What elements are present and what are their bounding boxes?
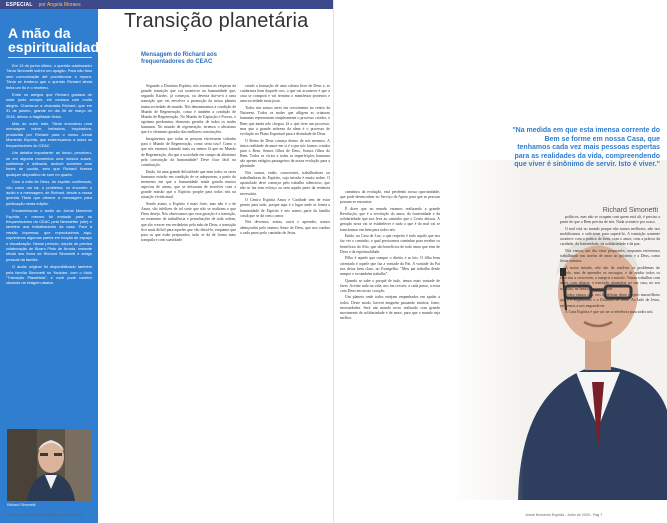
column-paragraph: Então, na Casa de Luz, o que respeito é tudo aquilo que nos faz ver o caminho, o qual precisamos caminhar para receber os benefícios do Alto, que são benefícios de todo amor que vem de Deus e da espiritualidade. (340, 234, 440, 254)
column-paragraph: É dizer que no mundo estamos realizando a grande Revolução, que é a revolução do amor, da fraternidade e da solidariedade que nos leva ao caminho que o Cristo deixou. A geração nova vai se estabelecer e tudo o que é do mal vai se transformar em bem para todos nós. (340, 206, 440, 232)
sidebar-body (6, 63, 92, 288)
column-paragraph: O Reino de Deus começa dentro de nós mesmos. A única realidade de amor em si é a que nós formos criados para o Bem. Somos filhos de Deus, Somos filhos do Bem. Todos os vícios e todas as imperfeições humanas são apenas estágios passageiros de nossa evolução para a plenitude. (240, 138, 330, 169)
sidebar-title-line1: A mão da (8, 25, 71, 41)
sidebar-paragraph: O áudio original fol disponibilizado também pela família Simonetti no Youtube, com o título "Transição Planetária", e você pode conferir clicando na imagem abaixo. (6, 264, 92, 286)
article-column-3 (340, 190, 440, 323)
sidebar-title-line2: espiritualidade (8, 39, 107, 55)
column-paragraph: Filho é aquele que cumpre o direito e as leis. O filho bem orientado é aquele que faz a vontade do Pai. A vontade do Pai nos deixa bem claro, no Evangelho: "Meu pai trabalha desde sempre e eu também trabalho". (340, 256, 440, 276)
sidebar-paragraph: Mas do outro lado, Tânia encontrou uma mensagem nobre, belíssima, inspiradora, produzida por Richard para o nosso Jornal Momento Espírita, que endereçamos a todos os frequentadores do CEAC. (6, 121, 92, 148)
column-paragraph: Imaginemos que todas as pessoas estivessem voltadas para o Mundo de Regeneração, como seria isso? Como o que nós estamos fazendo mais ou menos lá que no Mundo de Regeneração, dia que a sociedade em campo da altruísmo pela construção da humanidade? Deve ficar fácil na constituição. (141, 137, 236, 167)
sidebar-paragraph: Entre os amigos que Richard gostava de estar junto sempre, ele contava com muita alegria. Chama-se a chamada Richard, que em 31 de janeiro, grande no dia 06 de março de 2018, deixou a fragilidade física. (6, 92, 92, 119)
article-column-1 (141, 84, 236, 245)
column-paragraph: vendo a formação de uma cultura livre de Deus e, se cuidarmos bem daquele ovo, o que vai acontecer é que a casa se comporá e vai termina o manifestar protestos e uma sociedade mais justa. (240, 84, 330, 104)
footer-left: Pág 6 - Jornal Momento Espírita - Julho de 2020 (6, 513, 84, 517)
column-paragraph: Segundo o Doutrina Espírita, nós estamos às vésperas da grande transição que vai acontecer na humanidade que, segundo Kardec, já começou, ou deveria dar-se-á a uma transição que vai envolver a promoção da nossa planeta numa sociedade de mundo. Nós denominamos a condição de Mundo de Regeneração, como é também a condição de Mundo de Regeneração. No Mundo de Expiação e Provas, o egoísmo predomina, elemento gerador de todos os males humanos. No mundo de regeneração, teremos o altruísmo que é o elemento gerador das melhores construções. (141, 84, 236, 135)
byline: por Angela Moraes (38, 1, 81, 8)
column-paragraph: A Casa Espírita é que vai ser a referência para todos nós. (565, 310, 654, 315)
column-paragraph: Um planeta onde todos estejam empenhados em ajudar a todos. Deste modo, haverá ninguém passando miséria, fome, necessidades. Será um mundo novo realizado com grande movimento de solidariedade e de amor, para que o mundo seja melhor. (340, 295, 440, 321)
sidebar-paragraph: Um detalhe importante: ao fundo, percebeu-se em alguma momentos uma música suave, subliminar e delicada, audível somente com fones de ouvido, sem que Richard tivesse qualquer dispositivo de som no quarto. (6, 150, 92, 177)
section-tag: ESPECIAL (6, 1, 33, 8)
pull-quote-author: Richard Simonetti (602, 207, 658, 214)
column-paragraph: Sendo assim, o Espírito é mais forte, mas não é o de Amor, são infelizes de tal sorte que não se realizam o que Deus deseja. Nós observamos que essa geração é a transição, no momento de turbulência e perturbações de toda ordem, que são crescer em verdadeiro pela mão de Deus; a transição fica mais difícil para aqueles que vão deixá-la, enquanto que para os que estão preparados, tudo se dá de forma mais tranquila e com suavidade. (141, 201, 236, 243)
column-paragraph: Todos vamos sim, nos beneficiar deste projeto maravilhoso que é o Espiritismo e a Doutrina de Deus. Ao lado de Jesus, estaremos a nos engrandecer. (560, 293, 660, 308)
article-title: Transição planetária (124, 10, 309, 32)
article-column-4 (560, 215, 660, 317)
speaker-photo[interactable] (7, 429, 91, 501)
column-paragraph: O mal está no mundo porque não somos melhores, não nos mobilizamos o suficiente para superá-lo. A transição somente acontece com a prática do bem, com o amor, com a prática da caridade, da fraternidade, da solidariedade e da paz. (560, 226, 660, 247)
article-column-2 (240, 84, 330, 237)
column-paragraph: Todos nós somos seres em crescimento no centro da Natureza. Todos os males que afligem as criaturas humanas representam simplesmente o processo criador, o Bem que ainda não chegou. Já o que tiver um processo, mas que a grande nobreza da alma é o processo de evolução no Plano Espiritual para a divindade de Deus. (240, 106, 330, 136)
column-paragraph: Nós devemos, assim, ouvir e aprender, somos abençoados pelo imenso Amor de Deus, que nos conduz a cada passo pelo caminho de Jesus. (240, 220, 330, 235)
sidebar-paragraph: Encaminhando o áudio ao Jornal Momento Espírita, o mesmo foi enviado para os frequentadores do CEAC pela Newsletter (site) e também aos trabalhadores da casa. Para a versão impressa, que reproduzimos aqui, suprimimos algumas partes em função de espaço e visualização. Nesse período, depois de previsa colaboração de Álvaro Pinto de Arruda, restante oficial dos livros de Richard Simonetti e amigo pessoal da família. (6, 208, 92, 262)
footer-right: Jornal Momento Espírita - Julho de 2020 - Pág 7 (525, 513, 603, 517)
photo-caption: Richard Simonetti (7, 503, 36, 507)
column-paragraph: Quando se sabe o porquê de tudo, temos mais vontade de fazer. Aceitar tudo na vida, nos faz crescer, a cada passo, a estar com Deus em nosso coração. (340, 278, 440, 293)
column-paragraph: políticos, mas não se ocupam com quem está ali, é preciso a partir do que o Bem precisa de nós. Nada acontece por acaso. (560, 215, 660, 225)
sidebar-paragraph: Com a mão de Deus, do espírito confirmado, não como um tal, o problema, no encontro o áudio e a mensagem, de Richard, desde a nossa querida Tânia que oferece a mensagem para publicação nesta edição. (6, 179, 92, 206)
pull-quote: "Na medida em que esta imensa corrente do Bem se forme em nossa Casa, que tenhamos cada vez mais pessoas espertas para as realidades da vida, compreendendo que viver é sinônimo de servir. Isto é viver." (512, 127, 660, 169)
column-paragraph: Nós somos, então, conscientes, trabalhadores ou trabalhadoras do Espírito, cuja missão é muito nobre. O apostolado deve começar pelo trabalho silencioso, que não se faz sem esforço ou sem aquela parte da renúncia necessária. (240, 171, 330, 196)
section-header (0, 0, 333, 9)
column-paragraph: caminhos da evolução, está perdendo nossa oportunidade, que pode desencadear no Serviço de Apoio para que as pessoas possam se encontrar. (340, 190, 440, 205)
speaker-photo-image (7, 429, 91, 501)
column-paragraph: Então, há uma grande dificuldade que nem todos os seres humanos estarão em condição de se adequarem, a partir do momento em que a humanidade ainda guarda muitos aspectos de atraso, que se deixaram de envolver com a grande missão que o Espírito propõe para todos nós na situação vivida atual. (141, 169, 236, 200)
column-paragraph: Nós vamos, um dia, estar preparados, enquanto estivermos trabalhando nas tarefas de amor ao próximo e a Deus, como Jesus ensinou. (560, 248, 660, 264)
column-paragraph: A nossa missão, não são de resolver os problemas do mundo, mas de aprender os encargos, e de ajudar todos os espíritos a crescerem, a cumprir a missão. Vamos trabalhar com amor, com alegria, a transição planetária na sua casa, no seu trabalho, na família, na sociedade. (560, 265, 660, 291)
sidebar-box (0, 9, 107, 523)
sidebar-paragraph: Em 13 de junho último, o querido colaborador Tânia Simonetti sofreu um apagão. Para não ficar sem comunicação até providenciar o reparo, Tânia se lembrou que o querido Richard ainda tinha um fio e o recebeu. (6, 63, 92, 90)
article-subtitle: Mensagem do Richard aos frequentadores do CEAC (141, 52, 218, 65)
page-gutter (333, 0, 334, 523)
sidebar-divider (8, 57, 92, 58)
column-paragraph: O Centro Espírita Amor e Caridade tem de estar pronto para tudo, porque aqui é o lugar onde se forma a humanidade de Espírito e nós somos parte da família cristã que se dá com o amor. (240, 198, 330, 218)
